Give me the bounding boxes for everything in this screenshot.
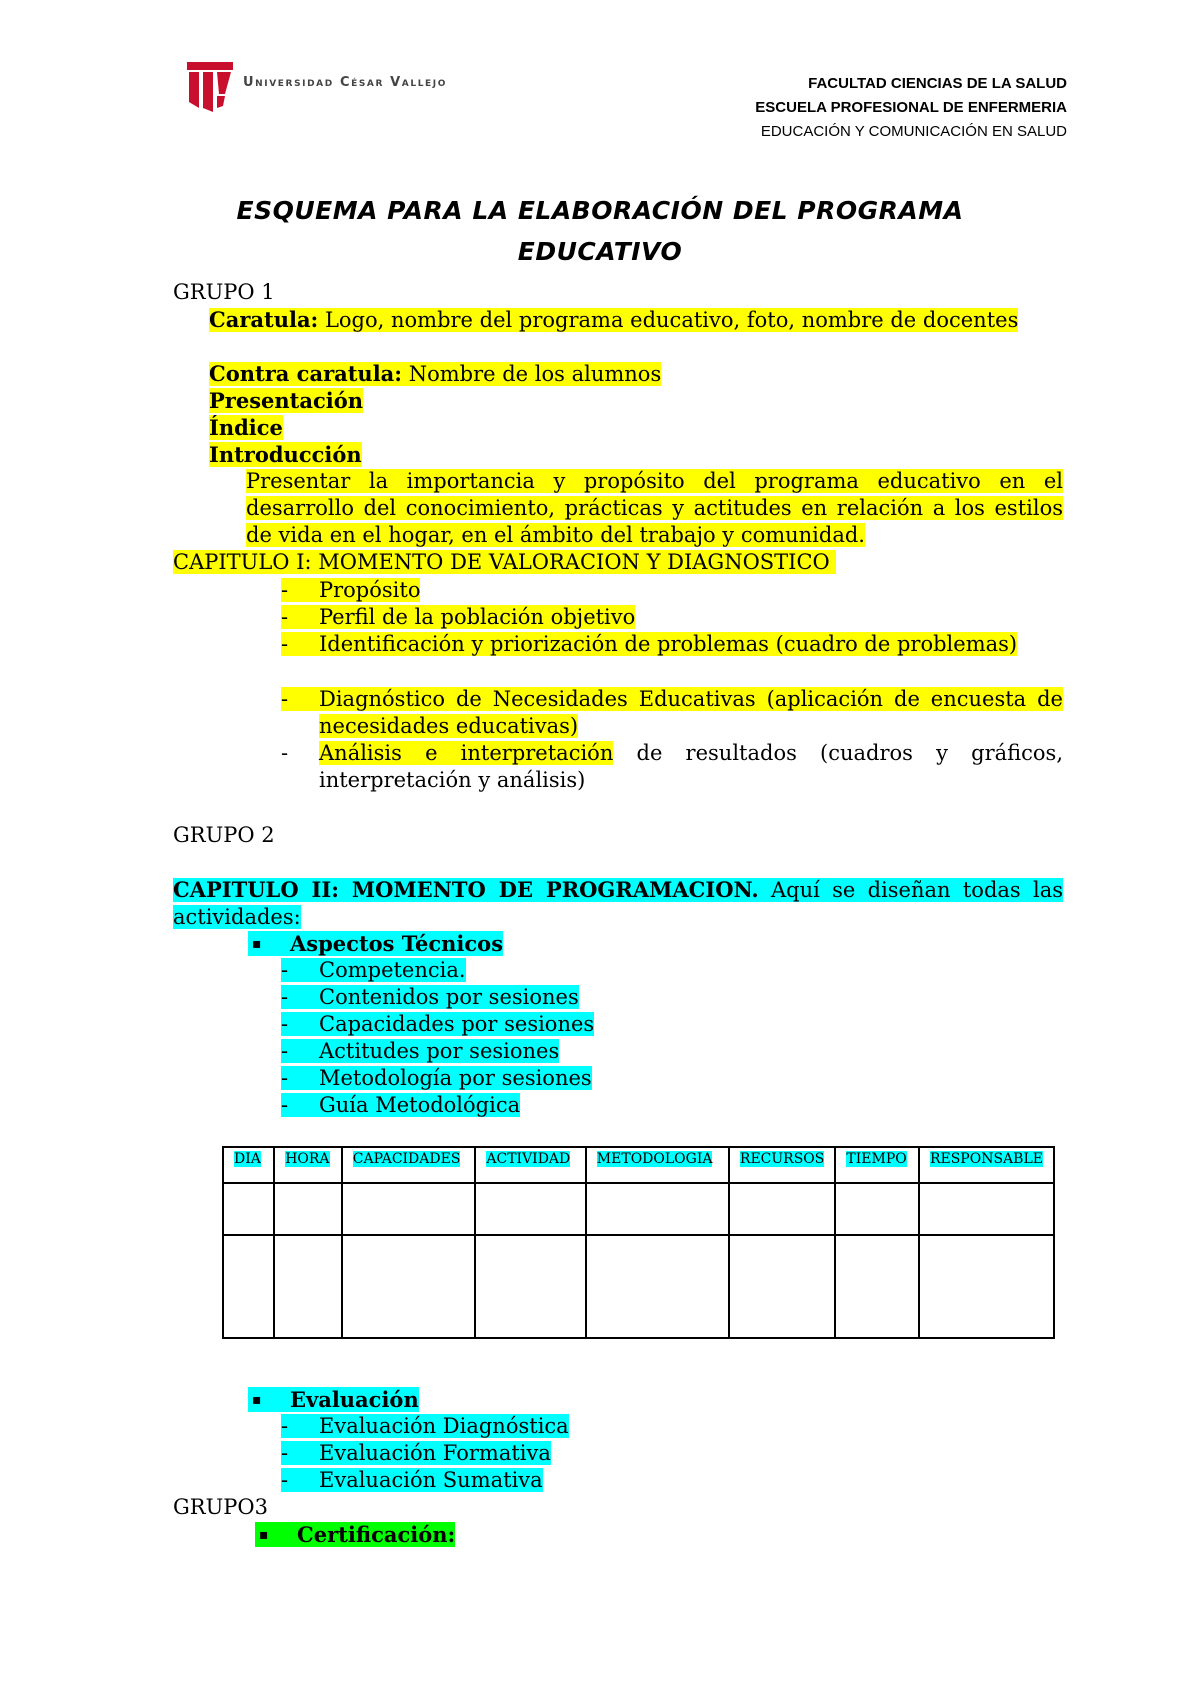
- table-header-row: [223, 1147, 1054, 1183]
- grupo3-label: GRUPO3: [173, 1495, 268, 1519]
- table-row: [223, 1235, 1054, 1338]
- aspecto-item: - Capacidades por sesiones: [281, 1012, 595, 1036]
- intro-text: Presentar la importancia y propósito del programa educativo en el desarrollo del conocimiento, prácticas y actitudes en relación a los estilos de vida en el hogar, en el ámbito del trabajo y comunidad.: [246, 469, 1063, 547]
- list-item-proposito: - Propósito: [281, 578, 421, 602]
- caratula-text: Logo, nombre del programa educativo, foto, nombre de docentes: [318, 308, 1019, 332]
- programming-table: [222, 1146, 1055, 1339]
- introduccion-heading: Introducción: [209, 442, 362, 467]
- contra-text: Nombre de los alumnos: [402, 362, 662, 386]
- evaluacion-item: - Evaluación Diagnóstica: [281, 1414, 569, 1438]
- list-item-diag-dash: -: [281, 686, 319, 713]
- grupo2-label: GRUPO 2: [173, 823, 275, 847]
- logo-text: Universidad César Vallejo: [243, 75, 447, 90]
- table-header-cell: CAPACIDADES: [342, 1147, 476, 1183]
- table-header-cell: ACTIVIDAD: [475, 1147, 585, 1183]
- header-school-line: ESCUELA PROFESIONAL DE ENFERMERIA: [755, 99, 1067, 116]
- list-item-analisis: Análisis e interpretación de resultados (cuadros y gráficos, interpretación y análisis): [319, 741, 1063, 792]
- list-item-identificacion: Identificación y priorización de problemas (cuadro de problemas): [319, 632, 1018, 656]
- indice-heading: Índice: [209, 415, 283, 440]
- evaluacion-item: - Evaluación Formativa: [281, 1441, 551, 1465]
- intro-paragraph: [246, 468, 1063, 549]
- aspecto-item: - Competencia.: [281, 958, 466, 982]
- university-logo: [185, 58, 475, 112]
- list-item-anal-dash: -: [281, 741, 289, 765]
- evaluacion-item: - Evaluación Sumativa: [281, 1468, 543, 1492]
- table-header-cell: TIEMPO: [835, 1147, 919, 1183]
- grupo1-label: GRUPO 1: [173, 280, 275, 304]
- capitulo1-heading: CAPITULO I: MOMENTO DE VALORACION Y DIAGNOSTICO: [173, 549, 836, 576]
- contra-label: Contra caratula:: [209, 361, 403, 386]
- header-faculty: [755, 72, 1067, 144]
- aspecto-item: - Guía Metodológica: [281, 1093, 521, 1117]
- square-bullet-icon: ▪: [252, 936, 262, 952]
- certificacion-heading: ▪ Certificación:: [255, 1521, 455, 1549]
- square-bullet-icon: ▪: [259, 1527, 269, 1543]
- table-header-cell: HORA: [274, 1147, 342, 1183]
- caratula-paragraph: [209, 306, 1063, 334]
- caratula-label: Caratula:: [209, 307, 319, 332]
- capitulo2-paragraph: CAPITULO II: MOMENTO DE PROGRAMACION. Aquí se diseñan todas las actividades:: [173, 877, 1063, 929]
- header-faculty-line: FACULTAD CIENCIAS DE LA SALUD: [808, 75, 1067, 92]
- presentacion-heading: Presentación: [209, 388, 364, 413]
- list-item-perfil: - Perfil de la población objetivo: [281, 605, 636, 629]
- table-header-cell: DIA: [223, 1147, 274, 1183]
- contra-caratula: [209, 360, 661, 388]
- table-row: [223, 1183, 1054, 1235]
- square-bullet-icon: ▪: [252, 1392, 262, 1408]
- aspecto-item: - Metodología por sesiones: [281, 1066, 592, 1090]
- aspectos-tecnicos-heading: ▪ Aspectos Técnicos: [248, 930, 503, 958]
- ucv-shield-icon: [185, 58, 235, 112]
- list-item-ident-dash: -: [281, 631, 319, 658]
- evaluacion-heading: ▪ Evaluación: [248, 1386, 419, 1414]
- table-header-cell: METODOLOGIA: [586, 1147, 729, 1183]
- table-header-cell: RECURSOS: [729, 1147, 835, 1183]
- header-course-line: EDUCACIÓN Y COMUNICACIÓN EN SALUD: [760, 123, 1067, 140]
- table-header-cell: RESPONSABLE: [919, 1147, 1054, 1183]
- aspecto-item: - Actitudes por sesiones: [281, 1039, 560, 1063]
- aspecto-item: - Contenidos por sesiones: [281, 985, 579, 1009]
- list-item-diagnostico: Diagnóstico de Necesidades Educativas (aplicación de encuesta de necesidades educativas): [319, 687, 1063, 738]
- document-title: ESQUEMA PARA LA ELABORACIÓN DEL PROGRAMA EDUCATIVO: [236, 196, 964, 266]
